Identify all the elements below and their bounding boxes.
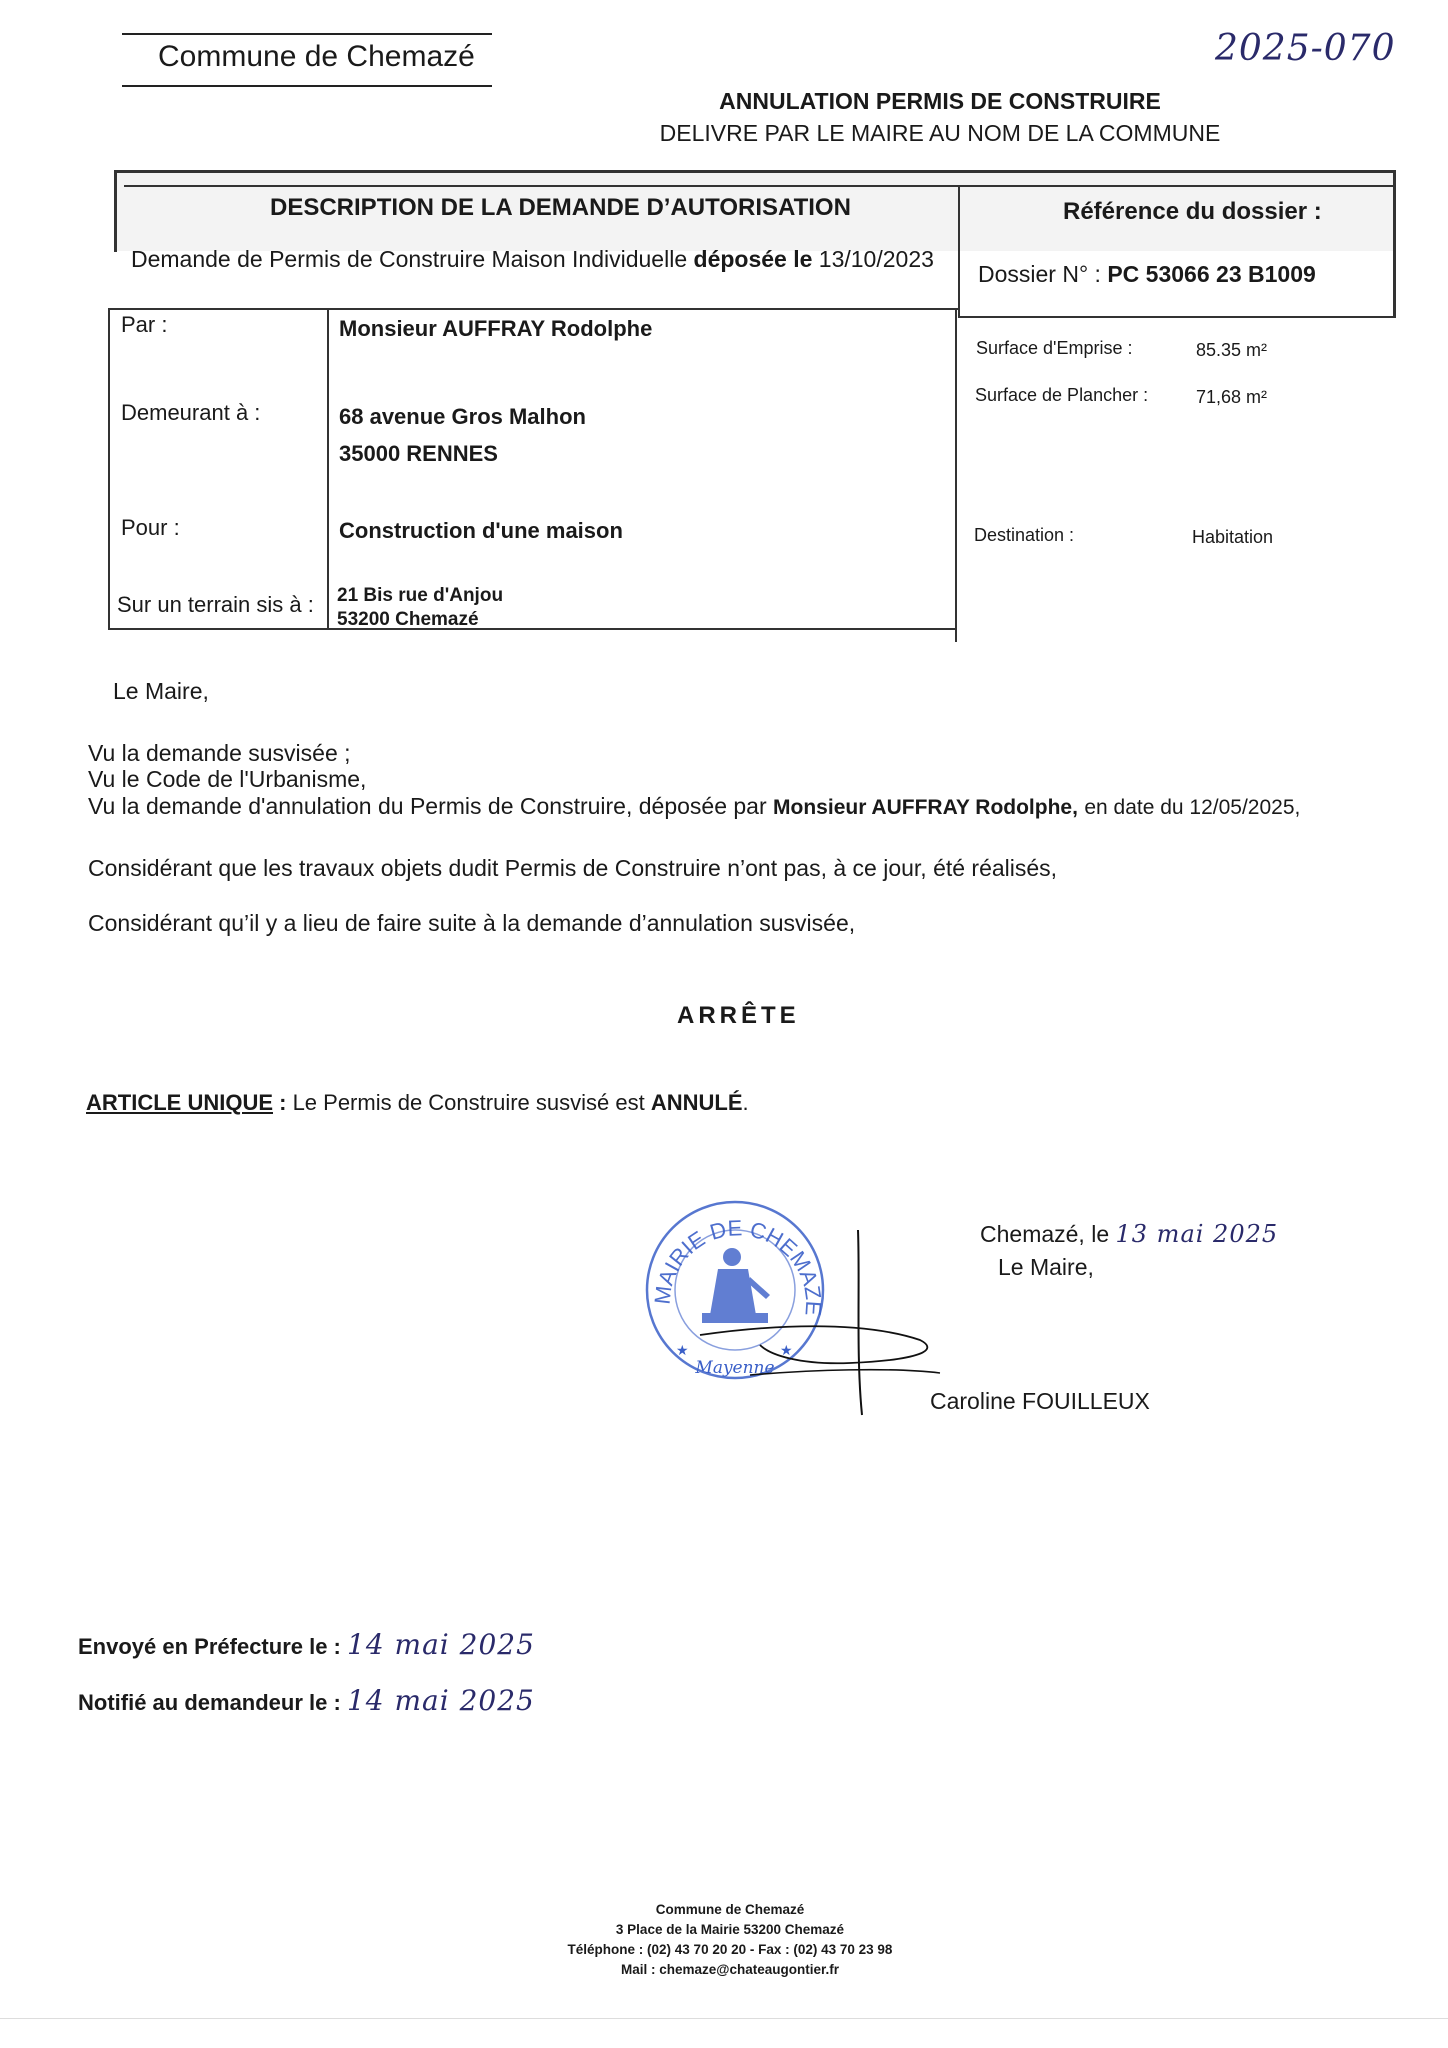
table-right-border: [1393, 170, 1396, 318]
signature-title: Le Maire,: [998, 1254, 1094, 1280]
pour-label: Pour :: [121, 515, 180, 540]
handwritten-reference-number: 2025-070: [1215, 28, 1396, 69]
vu-demande: Vu la demande susvisée ;: [88, 740, 351, 766]
svg-text:★: ★: [676, 1342, 689, 1358]
label-column-divider: [327, 308, 329, 630]
demande-date: 13/10/2023: [818, 246, 934, 272]
vu-annulation-suffix: en date du 12/05/2025,: [1084, 796, 1301, 819]
footer-commune: Commune de Chemazé: [655, 1902, 805, 1917]
demeurant-label: Demeurant à :: [121, 400, 261, 425]
signature-place: Chemazé, le: [980, 1221, 1110, 1247]
vu-code: Vu le Code de l'Urbanisme,: [88, 766, 367, 792]
destination-label: Destination :: [974, 525, 1075, 545]
le-maire-intro: Le Maire,: [113, 678, 209, 704]
footer-address: 3 Place de la Mairie 53200 Chemazé: [615, 1922, 845, 1937]
terrain-label: Sur un terrain sis à :: [117, 592, 314, 617]
description-header: DESCRIPTION DE LA DEMANDE D’AUTORISATION: [270, 194, 851, 221]
stamp-subtext: Mayenne: [695, 1358, 775, 1378]
applicant-right-border: [955, 308, 957, 642]
commune-name: Commune de Chemazé: [158, 40, 475, 73]
demande-deposee: déposée le: [693, 246, 813, 272]
plancher-label: Surface de Plancher :: [975, 385, 1149, 405]
arrete-heading: ARRÊTE: [677, 1002, 800, 1029]
demande-line: [131, 246, 934, 273]
prefecture-date: 14 mai 2025: [347, 1628, 535, 1661]
destination-value: Habitation: [1192, 527, 1274, 547]
considerant-annulation: Considérant qu’il y a lieu de faire suite à la demande d’annulation susvisée,: [88, 910, 856, 936]
mayor-name: Caroline FOUILLEUX: [930, 1388, 1150, 1414]
emprise-value: 85.35 m²: [1196, 340, 1268, 360]
document-subtitle: DELIVRE PAR LE MAIRE AU NOM DE LA COMMUNE: [659, 120, 1221, 146]
par-label: Par :: [121, 312, 168, 337]
applicant-left-border: [108, 308, 110, 630]
par-value: Monsieur AUFFRAY Rodolphe: [339, 316, 653, 341]
reference-header: Référence du dossier :: [1063, 198, 1322, 225]
vu-annulation-prefix: Vu la demande d'annulation du Permis de Construire, déposée par: [88, 793, 767, 819]
table-column-divider: [958, 185, 960, 318]
notifie-date: 14 mai 2025: [346, 1684, 535, 1717]
plancher-value: 71,68 m²: [1196, 387, 1268, 407]
demande-prefix: Demande de Permis de Construire Maison Individuelle: [131, 246, 688, 272]
stamp-text: MAIRIE DE CHEMAZE: [649, 1215, 827, 1317]
mayor-handwritten-signature: [690, 1225, 950, 1425]
svg-text:★: ★: [780, 1342, 793, 1358]
article-label: ARTICLE UNIQUE: [86, 1090, 273, 1115]
footer-email: Mail : chemaze@chateaugontier.fr: [621, 1962, 839, 1977]
vu-annulation: [88, 793, 1300, 820]
applicant-name-bold: Monsieur AUFFRAY Rodolphe,: [773, 796, 1078, 819]
article-unique: [86, 1090, 749, 1116]
footer-phone-fax: Téléphone : (02) 43 70 20 20 - Fax : (02) 43 70 23 98: [567, 1942, 893, 1957]
emprise-label: Surface d'Emprise :: [976, 338, 1133, 358]
dossier-line: [978, 261, 1316, 288]
demeurant-line1: 68 avenue Gros Malhon: [339, 404, 586, 429]
article-annule: ANNULÉ: [650, 1090, 743, 1115]
page-footer: [480, 1900, 980, 1980]
scan-bottom-edge: [0, 2018, 1448, 2019]
notifie-label: Notifié au demandeur le :: [78, 1690, 341, 1715]
demeurant-line2: 35000 RENNES: [339, 441, 498, 466]
notifie-line: [78, 1684, 535, 1717]
prefecture-label: Envoyé en Préfecture le :: [78, 1634, 341, 1659]
dossier-number: PC 53066 23 B1009: [1107, 261, 1316, 287]
dossier-label: Dossier N° :: [978, 261, 1101, 287]
document-title: ANNULATION PERMIS DE CONSTRUIRE: [719, 88, 1161, 114]
prefecture-line: [78, 1628, 535, 1661]
applicant-bottom-border: [108, 628, 957, 630]
description-row-divider: [108, 308, 958, 310]
terrain-line1: 21 Bis rue d'Anjou: [337, 585, 504, 606]
signature-date-handwritten: 13 mai 2025: [1115, 1220, 1279, 1248]
article-text: Le Permis de Construire susvisé est: [292, 1090, 645, 1115]
article-separator: :: [273, 1090, 293, 1115]
terrain-line2: 53200 Chemazé: [337, 609, 479, 630]
reference-bottom-border: [958, 316, 1396, 318]
table-inner-top-line: [124, 185, 1394, 187]
signature-place-date: [980, 1220, 1278, 1248]
pour-value: Construction d'une maison: [339, 518, 623, 543]
table-top-border: [114, 170, 1396, 173]
article-end: .: [742, 1090, 749, 1115]
considerant-travaux: Considérant que les travaux objets dudit Permis de Construire n’ont pas, à ce jour, été réalisés,: [88, 855, 1058, 881]
table-left-border-top: [114, 170, 117, 252]
